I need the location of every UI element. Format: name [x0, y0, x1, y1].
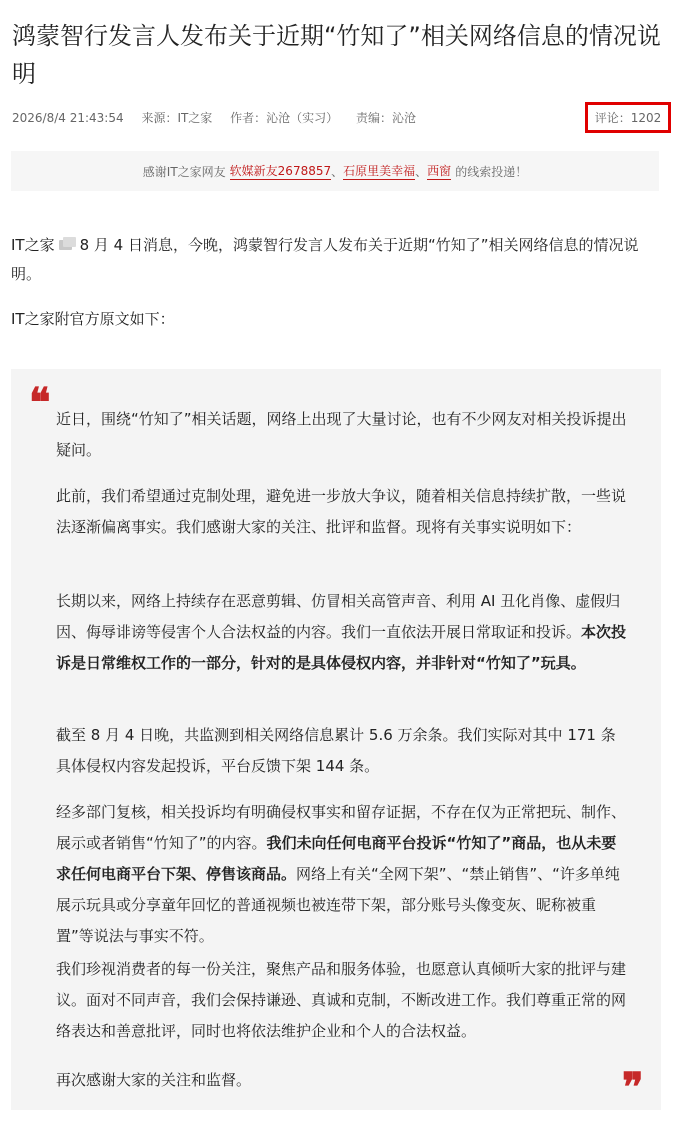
thanks-banner [11, 151, 659, 191]
thanks-user-link[interactable]: 软媒新友2678857 [229, 164, 332, 178]
thanks-prefix: 感谢IT之家网友 [142, 164, 226, 179]
quote-text: 经多部门复核，相关投诉均有明确侵权事实和留存证据，不存在仅为正常把玩、制作、展示或者销售“竹知了”的内容。 [56, 803, 627, 852]
article-meta [12, 108, 430, 128]
article-editor: 责编：沁沧 [355, 111, 416, 125]
close-quote-icon: ❞ [622, 1064, 644, 1111]
quote-paragraph [56, 797, 628, 952]
intro-brand: IT之家 [11, 236, 55, 254]
article-title: 鸿蒙智行发言人发布关于近期“竹知了”相关网络信息的情况说明 [12, 22, 661, 88]
thanks-user-link[interactable]: 石原里美幸福 [343, 164, 416, 178]
quote-paragraph: 近日，围绕“竹知了”相关话题，网络上出现了大量讨论，也有不少网友对相关投诉提出疑问。 [56, 410, 627, 459]
official-statement-quote [11, 369, 661, 1110]
quote-paragraph: 此前，我们希望通过克制处理，避免进一步放大争议，随着相关信息持续扩散，一些说法逐渐偏离事实。我们感谢大家的关注、批评和监督。现将有关事实说明如下： [56, 487, 627, 536]
publish-datetime: 2026/8/4 21:43:54 [12, 111, 124, 125]
quote-paragraph: 我们珍视消费者的每一份关注，聚焦产品和服务体验，也愿意认真倾听大家的批评与建议。面对不同声音，我们会保持谦逊、真诚和克制，不断改进工作。我们尊重正常的网络表达和善意批评，同时也将依法维护企业和个人的合法权益。 [56, 960, 627, 1040]
quote-paragraph: 再次感谢大家的关注和监督。 [56, 1071, 252, 1089]
open-quote-icon: ❝ [29, 379, 51, 426]
thanks-suffix: 的线索投递！ [455, 164, 528, 179]
quote-paragraph: 截至 8 月 4 日晚，共监测到相关网络信息累计 5.6 万余条。我们实际对其中 171 条具体侵权内容发起投诉，平台反馈下架 144 条。 [56, 726, 616, 775]
quote-bold-text: 本次投诉是日常维权工作的一部分，针对的是具体侵权内容，并非针对“竹知了”玩具。 [56, 623, 627, 672]
intro-paragraph [11, 231, 663, 289]
quote-bold-text: 我们未向任何电商平台投诉“竹知了”商品，也从未要求任何电商平台下架、停售该商品。 [56, 834, 617, 883]
article-author[interactable]: 作者：沁沧（实习） [230, 111, 339, 125]
comment-count-label: 评论：1202 [594, 111, 662, 125]
comment-count-button[interactable] [585, 102, 671, 133]
quote-paragraph [56, 586, 628, 679]
thanks-user-link[interactable]: 西窗 [427, 164, 452, 178]
article-source[interactable]: 来源：IT之家 [141, 111, 213, 125]
quote-text: 网络上有关“全网下架”、“禁止销售”、“许多单纯展示玩具或分享童年回忆的普通视频也被连带下架，部分账号头像变灰、昵称被重置”等说法与事实不符。 [56, 865, 620, 945]
intro-text: 8 月 4 日消息，今晚，鸿蒙智行发言人发布关于近期“竹知了”相关网络信息的情况说明。 [11, 236, 639, 283]
thanks-separator: 、 [331, 164, 344, 179]
quote-text: 长期以来，网络上持续存在恶意剪辑、仿冒相关高管声音、利用 AI 丑化肖像、虚假归因、侮辱诽谤等侵害个人合法权益的内容。我们一直依法开展日常取证和投诉。 [56, 592, 621, 641]
image-icon [59, 237, 76, 251]
thanks-separator: 、 [415, 164, 428, 179]
lead-paragraph: IT之家附官方原文如下： [11, 310, 175, 328]
